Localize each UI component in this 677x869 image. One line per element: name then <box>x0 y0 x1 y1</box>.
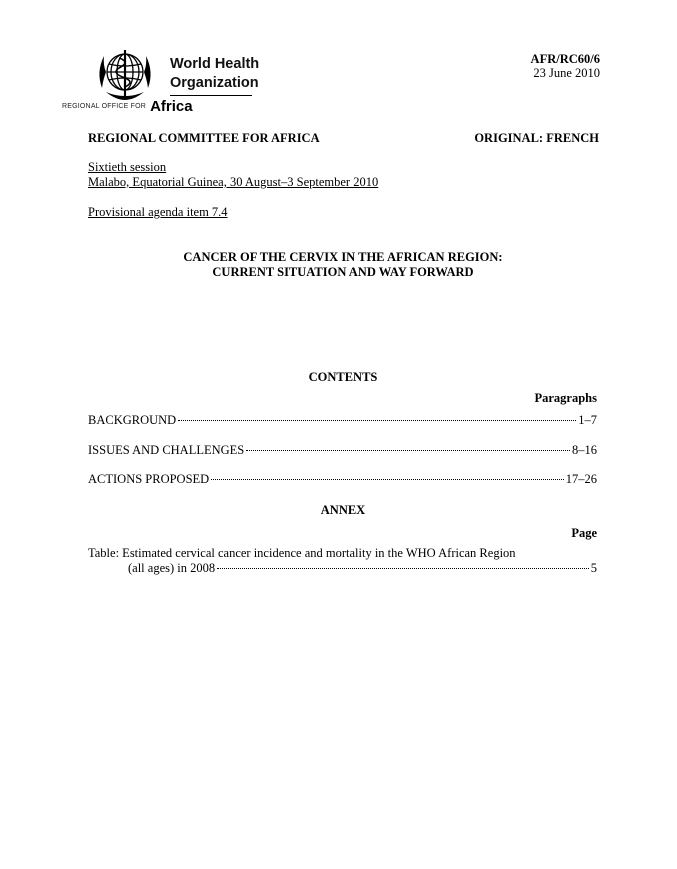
toc-label: ISSUES AND CHALLENGES <box>88 443 245 457</box>
annex-entry-line2: (all ages) in 2008 <box>128 561 216 575</box>
document-reference <box>531 52 600 80</box>
toc-leader-dots <box>211 479 564 480</box>
toc-range: 17–26 <box>565 472 597 486</box>
regional-office-label <box>62 98 193 116</box>
annex-entry-page: 5 <box>590 561 597 575</box>
org-name-line1: World Health <box>170 56 260 72</box>
toc-range: 8–16 <box>572 443 597 457</box>
document-title <box>88 250 598 280</box>
toc-label: BACKGROUND <box>88 413 177 427</box>
page-column-head: Page <box>571 526 597 540</box>
session-venue: Malabo, Equatorial Guinea, 30 August–3 September 2010 <box>88 175 379 189</box>
document-date: 23 June 2010 <box>533 66 600 80</box>
regional-prefix: REGIONAL OFFICE FOR <box>62 103 147 110</box>
toc-range: 1–7 <box>578 413 597 427</box>
toc-row-issues <box>88 443 597 458</box>
title-line2: CURRENT SITUATION AND WAY FORWARD <box>212 265 474 279</box>
paragraphs-column-head: Paragraphs <box>534 391 597 405</box>
session-info <box>88 160 378 190</box>
session-name: Sixtieth session <box>88 160 167 174</box>
annex-heading: ANNEX <box>320 503 366 517</box>
regional-name: Africa <box>150 98 193 115</box>
org-name-line2: Organization <box>170 75 259 91</box>
document-code: AFR/RC60/6 <box>530 52 600 66</box>
toc-row-actions <box>88 472 597 487</box>
organization-name <box>170 55 259 93</box>
toc-row-background <box>88 413 597 428</box>
committee-name: REGIONAL COMMITTEE FOR AFRICA <box>88 131 320 145</box>
title-line1: CANCER OF THE CERVIX IN THE AFRICAN REGION: <box>183 250 503 264</box>
toc-leader-dots <box>217 568 589 569</box>
original-language: ORIGINAL: FRENCH <box>474 131 599 145</box>
contents-heading: CONTENTS <box>308 370 378 384</box>
toc-leader-dots <box>178 420 576 421</box>
who-emblem-icon <box>94 44 156 102</box>
agenda-item: Provisional agenda item 7.4 <box>88 205 228 219</box>
toc-label: ACTIONS PROPOSED <box>88 472 210 486</box>
who-logo <box>62 44 272 124</box>
toc-leader-dots <box>246 450 570 451</box>
annex-entry <box>88 546 597 576</box>
annex-entry-line1: Table: Estimated cervical cancer incidence and mortality in the WHO African Region <box>88 546 516 560</box>
logo-divider <box>170 95 252 96</box>
